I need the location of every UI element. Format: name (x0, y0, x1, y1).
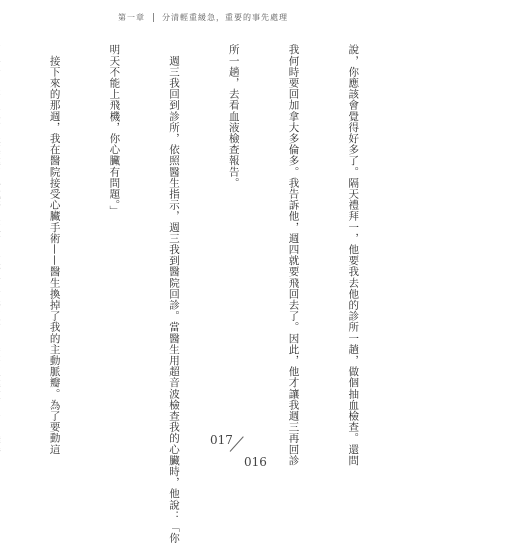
page-folio (210, 429, 270, 473)
chapter-title: 分清輕重緩急，重要的事先處理 (162, 13, 288, 22)
page-number-right: 016 (244, 455, 267, 469)
chapter-label: 第一章 (118, 13, 145, 22)
text-column: 週三我回到診所，依照醫生指示，週三我到醫院回診。當醫生用超音波檢查我的心臟時，他說：「你 (168, 44, 181, 544)
text-column: 接下來的那週，我在醫院接受心臟手術——醫生換掉了我的主動脈瓣。為了要動這 (48, 44, 61, 455)
page-number-left: 017 (210, 433, 233, 447)
text-column: 說，你應該會覺得好多了。隔天禮拜一，他要我去他的診所一趟，做個抽血檢查。還問 (347, 44, 360, 466)
text-column: 我何時要回加拿大多倫多。我告訴他，週四就要飛回去了。因此，他才讓我週三再回診 (287, 44, 300, 466)
header-divider (153, 13, 154, 22)
text-column: 明天不能上飛機，你心臟有問題。」 (108, 44, 121, 217)
text-column: 所一趟，去看血液檢查報告。 (227, 44, 240, 189)
text-column (0, 44, 4, 380)
running-head (118, 12, 288, 23)
